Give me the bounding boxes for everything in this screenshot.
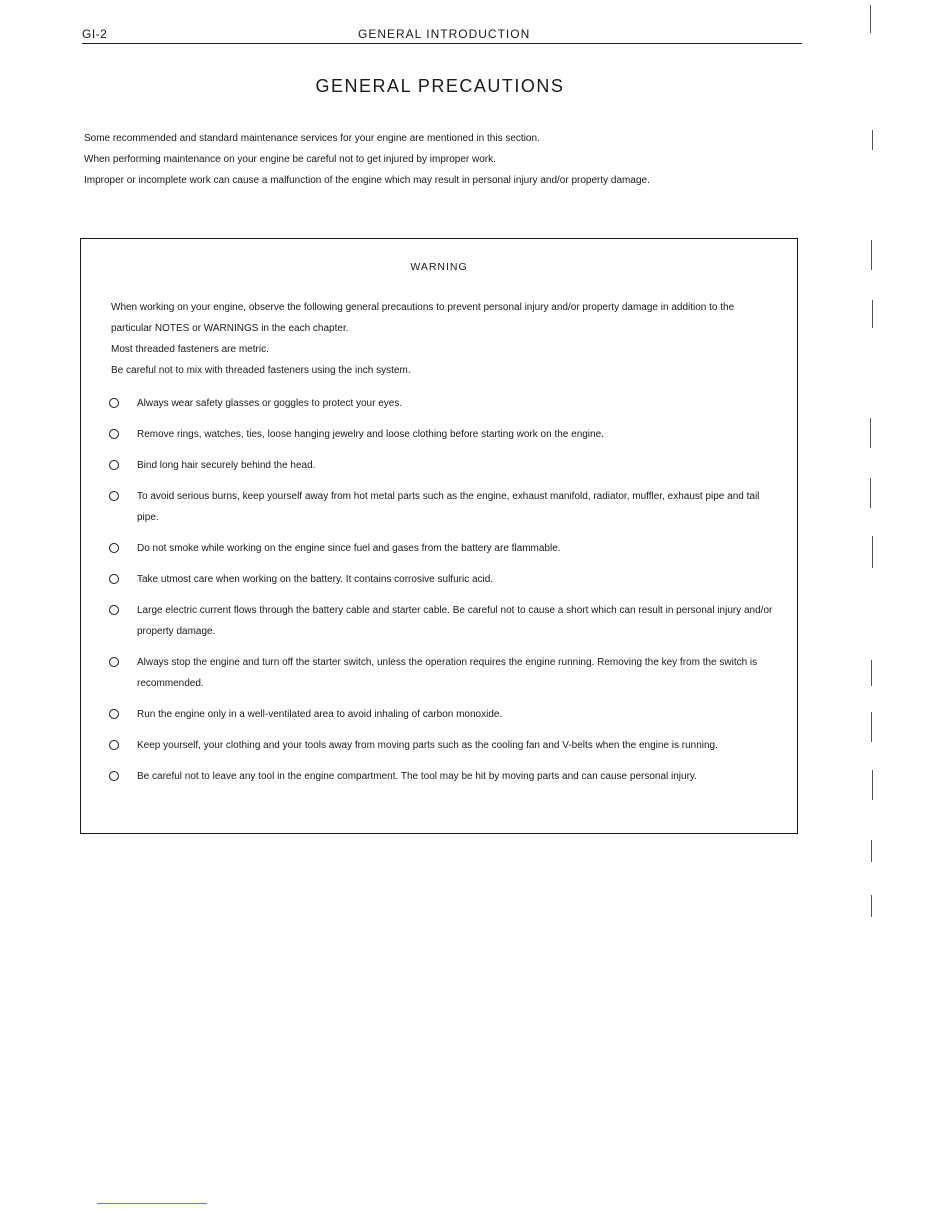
precaution-item xyxy=(109,766,774,787)
warning-line: Most threaded fasteners are metric. xyxy=(111,344,269,355)
precaution-item xyxy=(109,424,774,445)
intro-paragraph: Some recommended and standard maintenance services for your engine are mentioned in this section. xyxy=(84,133,540,144)
precaution-item xyxy=(109,455,774,476)
precaution-item xyxy=(109,538,774,559)
scan-mark xyxy=(871,895,872,917)
scan-mark xyxy=(870,478,871,508)
precaution-item xyxy=(109,569,774,590)
footer-rule xyxy=(97,1203,207,1204)
running-head: GENERAL INTRODUCTION xyxy=(358,27,531,41)
circle-bullet-icon xyxy=(109,491,119,501)
precaution-text: Remove rings, watches, ties, loose hanging jewelry and loose clothing before starting work on the engine. xyxy=(137,429,604,440)
scan-mark xyxy=(871,660,872,686)
scan-mark xyxy=(870,5,871,33)
warning-text xyxy=(111,297,761,381)
circle-bullet-icon xyxy=(109,460,119,470)
scan-mark xyxy=(871,840,872,862)
page-label: GI-2 xyxy=(82,27,108,41)
precaution-text: Do not smoke while working on the engine since fuel and gases from the battery are flammable. xyxy=(137,543,561,554)
scan-mark xyxy=(872,130,873,150)
precaution-text: Always stop the engine and turn off the starter switch, unless the operation requires the engine running. Removing the key from the switch is recommended. xyxy=(137,657,758,689)
precaution-text: Be careful not to leave any tool in the engine compartment. The tool may be hit by moving parts and can cause personal injury. xyxy=(137,771,697,782)
scan-edge-marks xyxy=(866,0,896,1210)
precaution-text: Large electric current flows through the battery cable and starter cable. Be careful not to cause a short which can result in personal injury and/or property damage. xyxy=(137,605,773,637)
scan-mark xyxy=(872,536,873,568)
precaution-item xyxy=(109,393,774,414)
warning-line: Be careful not to mix with threaded fasteners using the inch system. xyxy=(111,365,411,376)
circle-bullet-icon xyxy=(109,657,119,667)
precaution-text: Always wear safety glasses or goggles to protect your eyes. xyxy=(137,398,403,409)
intro-text xyxy=(84,128,796,191)
precaution-text: Run the engine only in a well-ventilated area to avoid inhaling of carbon monoxide. xyxy=(137,709,503,720)
precaution-list xyxy=(109,393,774,797)
circle-bullet-icon xyxy=(109,429,119,439)
circle-bullet-icon xyxy=(109,574,119,584)
circle-bullet-icon xyxy=(109,771,119,781)
scan-mark xyxy=(870,418,871,448)
precaution-text: Keep yourself, your clothing and your tools away from moving parts such as the cooling fan and V-belts when the engine is running. xyxy=(137,740,718,751)
circle-bullet-icon xyxy=(109,605,119,615)
precaution-item xyxy=(109,704,774,725)
precaution-item xyxy=(109,486,774,528)
circle-bullet-icon xyxy=(109,740,119,750)
header-rule xyxy=(82,43,802,44)
warning-title: WARNING xyxy=(410,261,468,273)
intro-paragraph: When performing maintenance on your engine be careful not to get injured by improper work. xyxy=(84,154,496,165)
warning-box xyxy=(80,238,798,834)
precaution-item xyxy=(109,600,774,642)
precaution-text: Bind long hair securely behind the head. xyxy=(137,460,316,471)
scan-mark xyxy=(871,712,872,742)
page-title: GENERAL PRECAUTIONS xyxy=(315,76,565,96)
precaution-text: Take utmost care when working on the battery. It contains corrosive sulfuric acid. xyxy=(137,574,494,585)
warning-line: When working on your engine, observe the following general precautions to prevent personal injury and/or property damage in addition to the particular NOTES or WARNINGS in the each chapter. xyxy=(111,302,735,334)
circle-bullet-icon xyxy=(109,398,119,408)
precaution-text: To avoid serious burns, keep yourself away from hot metal parts such as the engine, exhaust manifold, radiator, muffler, exhaust pipe and tail pipe. xyxy=(137,491,760,523)
circle-bullet-icon xyxy=(109,543,119,553)
circle-bullet-icon xyxy=(109,709,119,719)
precaution-item xyxy=(109,652,774,694)
scan-mark xyxy=(872,300,873,328)
intro-paragraph: Improper or incomplete work can cause a malfunction of the engine which may result in personal injury and/or property damage. xyxy=(84,175,650,186)
scan-mark xyxy=(872,770,873,800)
precaution-item xyxy=(109,735,774,756)
scan-mark xyxy=(871,240,872,270)
